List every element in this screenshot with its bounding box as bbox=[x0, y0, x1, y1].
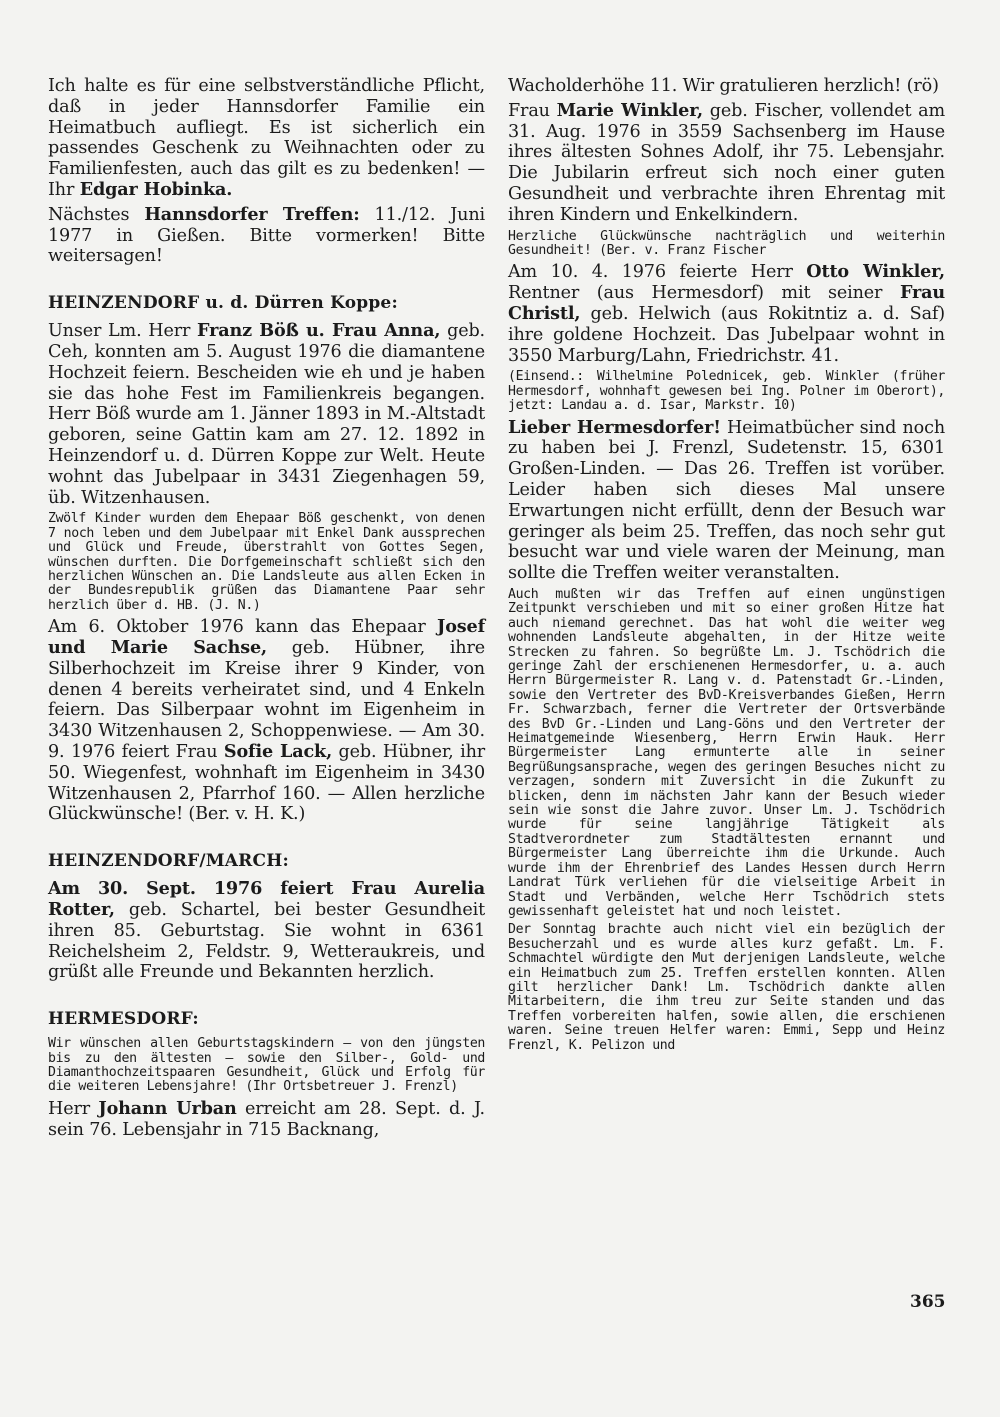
bold-name: Lieber Hermesdorfer! bbox=[508, 416, 721, 438]
text-run: Wir wünschen allen Geburtstagskindern — von den jüngsten bis zu den ältesten — sowie den Silber-, Gold- und Diamanthochzeitspaaren Gesundheit, Glück und Erfolg für die weiteren Lebensjahre! (Ihr Ortsbetreuer J. Frenzl) bbox=[48, 1036, 485, 1095]
text-run: erreicht am 28. Sept. d. J. sein 76. Lebensjahr in 715 Backnang, bbox=[48, 1098, 485, 1140]
section-heading bbox=[48, 1009, 485, 1029]
text-run: Herzliche Glückwünsche nachträglich und weiterhin Gesundheit! (Ber. v. Franz Fischer bbox=[508, 228, 945, 258]
left-column bbox=[48, 76, 485, 1144]
small-print-paragraph bbox=[508, 923, 945, 1053]
text-run: Der Sonntag brachte auch nicht viel ein bezüglich der Besucherzahl und es wurde alles kurz gefaßt. Lm. F. Schmachtel würdigte den Mut derjenigen Landsleute, welche ein Heimatbuch zum 25. Treffen erstellen konnten. Allen gilt herzlicher Dank! Lm. Tschödrich dankte allen Mitarbeitern, die ihm treu zur Seite standen und das Treffen vorbereiten halfen, sowie allen, die erschienen waren. Seine treuen Helfer waren: Emmi, Sepp und Heinz Frenzl, K. Pelizon und bbox=[508, 922, 945, 1053]
text-run: HERMESDORF: bbox=[48, 1009, 199, 1030]
paragraph bbox=[48, 205, 485, 267]
bold-name: Hannsdorfer Treffen: bbox=[144, 203, 360, 225]
paragraph bbox=[48, 879, 485, 983]
paragraph bbox=[48, 321, 485, 508]
text-run: Ich halte es für eine selbstverständliche Pflicht, daß in jeder Hannsdorfer Familie ein Heimatbuch aufliegt. Es ist sicherlich ein passendes Geschenk zu Weihnachten oder zu Familienfesten, auch das gilt es zu bedenken! — Ihr bbox=[48, 76, 485, 200]
bold-name: Johann Urban bbox=[98, 1097, 237, 1119]
text-run: Heimatbücher sind noch zu haben bei J. Frenzl, Sudetenstr. 15, 6301 Großen-Linden. — Das 26. Treffen ist vorüber. Leider haben sich dieses Mal unsere Erwartungen nicht erfüllt, denn der Besuch war geringer als beim 25. Treffen, das noch sehr gut besucht war und viele waren der Meinung, man sollte die Treffen weiter veranstalten. bbox=[508, 417, 945, 584]
text-run: Unser Lm. Herr bbox=[48, 321, 198, 342]
text-run: 11./12. Juni 1977 in Gießen. Bitte vormerken! Bitte weitersagen! bbox=[48, 204, 486, 267]
text-run: Herr bbox=[48, 1098, 99, 1119]
paragraph bbox=[48, 617, 485, 825]
bold-name: Edgar Hobinka. bbox=[79, 178, 233, 200]
text-run: Auch mußten wir das Treffen auf einen ungünstigen Zeitpunkt verschieben und mit so einer großen Hitze hat auch niemand gerechnet. Das hat wohl die weiter weg wohnenden Landsleute abgehalten, in der Hitze weite Strecken zu fahren. So begrüßte Lm. J. Tschödrich die geringe Zahl der erschienenen Hermesdorfer, u. a. auch Herrn Bürgermeister R. Lang v. d. Patenstadt Gr.-Linden, sowie den Vertreter des BvD-Kreisverbandes Gießen, Herrn Fr. Schwarzbach, ferner die Vertreter der Ortsverbände des BvD Gr.-Linden und Lang-Göns und den Vertreter der Heimatgemeinde Wiesenberg, Herrn Erwin Hauk. Herr Bürgermeister Lang ermunterte alle in seiner Begrüßungsansprache, wegen des geringen Besuches nicht zu verzagen, sondern mit Zuversicht in die Zukunft zu blicken, denn im nächsten Jahr kann der Besuch wieder sein wie sonst die Jahre zuvor. Unser Lm. J. Tschödrich wurde für seine langjährige Tätigkeit als Stadtverordneter zum Stadtältesten ernannt und Bürgermeister Lang überreichte ihm die Urkunde. Auch wurde ihm der Ehrenbrief des Landes Hessen durch Herrn Landrat Türk verliehen für die vielseitige Arbeit in Stadt und Verbänden, welche Herr Tschödrich stets gewissenhaft geleistet hat und noch leistet. bbox=[508, 586, 945, 919]
small-print-paragraph bbox=[48, 512, 485, 613]
page-number: 365 bbox=[910, 1292, 946, 1312]
small-print-paragraph bbox=[508, 370, 945, 413]
text-run: geb. Schartel, bei bester Gesundheit ihren 85. Geburtstag. Sie wohnt in 6361 Reichelsheim 2, Feldstr. 9, Wetteraukreis, und grüßt alle Freunde und Bekannten herzlich. bbox=[48, 899, 485, 983]
text-run: geb. Fischer, vollendet am 31. Aug. 1976 in 3559 Sachsenberg im Hause ihres ältesten Sohnes Adolf, ihr 75. Lebensjahr. Die Jubilarin erfreut sich noch einer guten Gesundheit und verbrachte ihren Ehrentag mit ihren Kindern und Enkelkindern. bbox=[508, 100, 946, 225]
bold-name: Sofie Lack, bbox=[223, 740, 333, 762]
text-run: Nächstes bbox=[48, 204, 145, 225]
bold-name: Marie Winkler, bbox=[556, 99, 704, 121]
paragraph bbox=[508, 262, 945, 366]
text-run: Zwölf Kinder wurden dem Ehepaar Böß geschenkt, von denen 7 noch leben und dem Jubelpaar mit Enkel Dank aussprechen und Glück und Freude, überstrahlt von Gottes Segen, wünschen durften. Die Dorfgemeinschaft schließt sich den herzlichen Wünschen an. Die Landsleute aus allen Ecken in der Bundesrepublik grüßen das Diamantene Paar sehr herzlich über d. HB. (J. N.) bbox=[48, 511, 485, 613]
small-print-paragraph bbox=[508, 588, 945, 919]
small-print-paragraph bbox=[508, 230, 945, 259]
text-run: geb. Hübner, ihr 50. Wiegenfest, wohnhaft im Eigenheim in 3430 Witzenhausen 2, Pfarrhof 160. — Allen herzliche Glückwünsche! (Ber. v. H. K.) bbox=[48, 741, 486, 825]
text-run: Frau bbox=[508, 100, 557, 121]
paragraph bbox=[508, 76, 945, 97]
text-run: (Einsend.: Wilhelmine Polednicek, geb. Winkler (früher Hermesdorf, wohnhaft gewesen bei Ing. Polner im Oberort), jetzt: Landau a. d. Isar, Markstr. 10) bbox=[508, 369, 945, 414]
text-run: geb. Helwich (aus Rokitntiz a. d. Saf) ihre goldene Hochzeit. Das Jubelpaar wohnt in 3550 Marburg/Lahn, Friedrichstr. 41. bbox=[508, 303, 945, 366]
paragraph bbox=[508, 101, 945, 226]
section-heading bbox=[48, 293, 485, 313]
bold-name: Otto Winkler, bbox=[806, 261, 945, 283]
text-run: Am 10. 4. 1976 feierte Herr bbox=[508, 262, 807, 283]
bold-name: Am 30. Sept. 1976 feiert Frau Aurelia Rotter, bbox=[48, 878, 485, 920]
text-run: geb. Ceh, konnten am 5. August 1976 die diamantene Hochzeit feiern. Bescheiden wie eh und je haben sie das hohe Fest im Familienkreis begangen. Herr Böß wurde am 1. Jänner 1893 in M.-Altstadt geboren, seine Gattin kam am 27. 12. 1892 in Heinzendorf u. d. Dürren Koppe zur Welt. Heute wohnt das Jubelpaar in 3431 Ziegenhagen 59, üb. Witzenhausen. bbox=[48, 321, 486, 508]
section-heading bbox=[48, 851, 485, 871]
paragraph bbox=[48, 76, 485, 201]
right-column bbox=[508, 76, 945, 1057]
bold-name: Franz Böß u. Frau Anna, bbox=[197, 320, 441, 342]
paragraph bbox=[508, 418, 945, 584]
text-run: Rentner (aus Hermesdorf) mit seiner bbox=[508, 283, 900, 304]
text-run: HEINZENDORF/MARCH: bbox=[48, 851, 289, 872]
text-run: Wacholderhöhe 11. Wir gratulieren herzlich! (rö) bbox=[508, 76, 939, 96]
paragraph bbox=[48, 1099, 485, 1141]
text-run: Am 6. Oktober 1976 kann das Ehepaar bbox=[48, 617, 438, 638]
bold-name: Josef und Marie Sachse, bbox=[48, 616, 485, 658]
small-print-paragraph bbox=[48, 1037, 485, 1095]
text-run: geb. Hübner, ihre Silberhochzeit im Kreise ihrer 9 Kinder, von denen 4 bereits verheiratet sind, und 4 Enkeln feiern. Das Silberpaar wohnt im Eigenheim in 3430 Witzenhausen 2, Schoppenwiese. — Am 30. 9. 1976 feiert Frau bbox=[48, 637, 485, 762]
bold-name: Frau Christl, bbox=[508, 282, 945, 324]
text-run: HEINZENDORF u. d. Dürren Koppe: bbox=[48, 293, 398, 314]
